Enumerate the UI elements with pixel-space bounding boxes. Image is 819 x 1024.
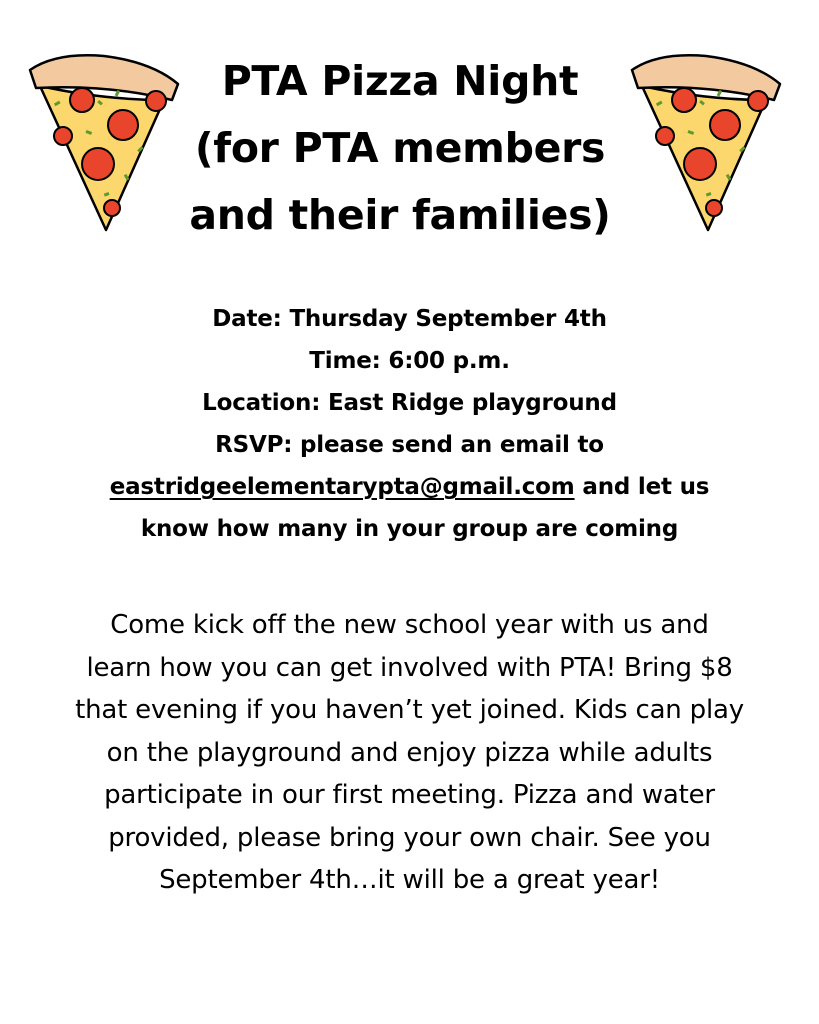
rsvp-continuation: and let us <box>574 474 710 500</box>
description-line: that evening if you haven’t yet joined. Kids can play <box>75 695 744 725</box>
event-date: Date: Thursday September 4th <box>212 306 607 332</box>
title-line: and their families) <box>189 191 611 239</box>
event-details <box>20 298 799 550</box>
event-description <box>30 604 789 902</box>
description-line: on the playground and enjoy pizza while adults <box>106 737 713 768</box>
description-line: Come kick off the new school year with us and <box>110 610 709 640</box>
rsvp-email-line <box>20 466 799 508</box>
pizza-slice-icon <box>628 48 782 234</box>
flyer-title <box>150 48 650 249</box>
rsvp-end: know how many in your group are coming <box>140 516 679 542</box>
description-line: participate in our first meeting. Pizza and water <box>104 780 715 810</box>
title-line: (for PTA members <box>194 124 606 172</box>
event-time: Time: 6:00 p.m. <box>309 348 510 374</box>
rsvp-instruction: RSVP: please send an email to <box>215 432 604 458</box>
description-line: September 4th…it will be a great year! <box>159 865 660 895</box>
rsvp-email-link[interactable]: eastridgeelementarypta@gmail.com <box>109 474 575 500</box>
title-line: PTA Pizza Night <box>221 57 579 105</box>
event-location: Location: East Ridge playground <box>202 390 617 416</box>
description-line: provided, please bring your own chair. See you <box>108 822 711 853</box>
description-line: learn how you can get involved with PTA! Bring $8 <box>86 652 733 683</box>
